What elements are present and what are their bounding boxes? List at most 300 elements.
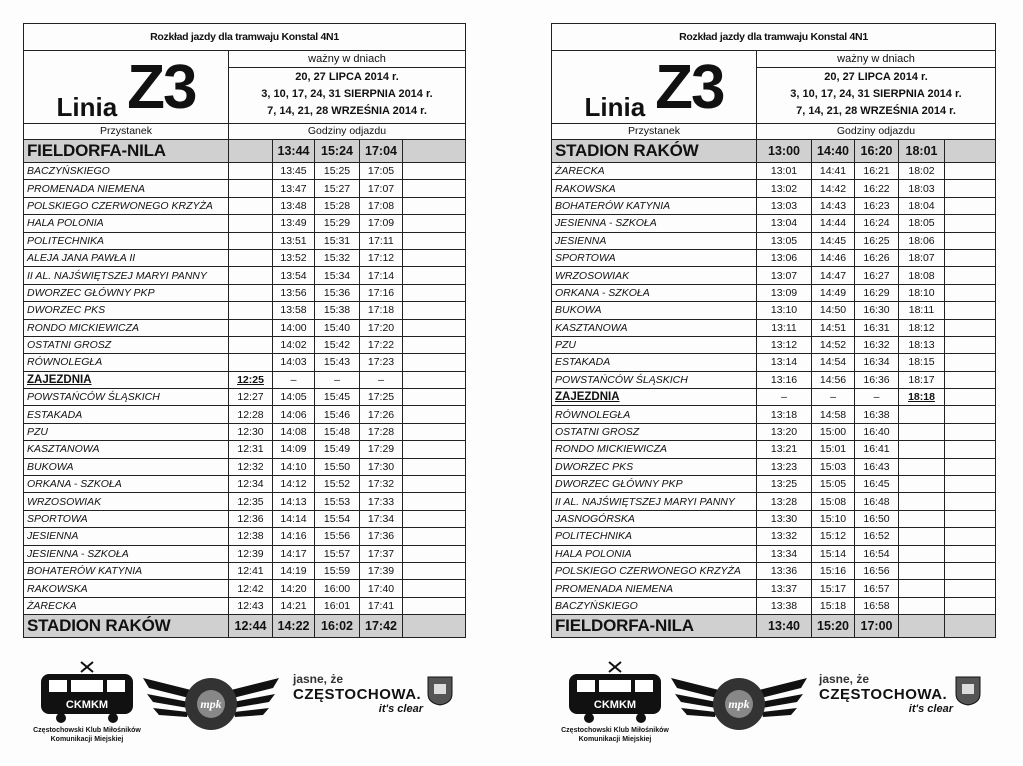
stop-name: POLITECHNIKA [552,528,757,545]
table-row [24,493,466,510]
departure-time: 13:16 [757,371,812,388]
departure-time: 15:08 [812,493,855,510]
departure-time [403,441,466,458]
departure-time: 13:37 [757,580,812,597]
departure-time: 16:34 [855,354,899,371]
departure-time: 14:43 [812,197,855,214]
stop-name: PROMENADA NIEMENA [552,580,757,597]
validity-block [229,51,466,124]
stop-name: PZU [552,336,757,353]
departure-time [403,336,466,353]
departure-time [403,232,466,249]
departure-time [403,458,466,475]
departure-time: 14:10 [273,458,315,475]
departure-time: 14:03 [273,354,315,371]
city-slogan: jasne, że CZĘSTOCHOWA. it's clear [293,672,423,715]
departure-time: 13:48 [273,197,315,214]
departure-time: 14:47 [812,267,855,284]
table-row [24,302,466,319]
departure-time: 14:14 [273,510,315,527]
table-row [24,319,466,336]
departure-time [945,354,996,371]
departure-time: 12:31 [229,441,273,458]
departure-time: 15:03 [812,458,855,475]
departure-time [229,232,273,249]
departure-time: 16:27 [855,267,899,284]
departure-time: 13:54 [273,267,315,284]
departure-time: 18:17 [899,371,945,388]
stop-name: BOHATERÓW KATYNIA [24,562,229,579]
departure-time: 14:54 [812,354,855,371]
table-row [552,423,996,440]
table-row [552,580,996,597]
departure-time [899,597,945,614]
departure-time: 18:11 [899,302,945,319]
stop-name: DWORZEC PKS [24,302,229,319]
departure-time: 17:11 [360,232,403,249]
stop-name: FIELDORFA-NILA [24,140,229,163]
table-row [24,180,466,197]
table-row [552,302,996,319]
departure-time [945,215,996,232]
departure-time: 12:34 [229,476,273,493]
departure-time [945,232,996,249]
tram-icon [565,660,665,724]
club-name: Częstochowski Klub Miłośników Komunikacji Miejskiej [33,727,141,743]
table-row [552,493,996,510]
table-row [552,597,996,614]
footer-right [551,660,1001,760]
departure-time: 14:17 [273,545,315,562]
departure-time [899,528,945,545]
departure-time [945,140,996,163]
departure-time [403,615,466,638]
page-title: Rozkład jazdy dla tramwaju Konstal 4N1 [552,24,996,51]
departure-time: 18:02 [899,163,945,180]
departure-time: 15:42 [315,336,360,353]
stop-name: WRZOSOWIAK [552,267,757,284]
departure-time [403,580,466,597]
table-row [552,354,996,371]
stop-name: WRZOSOWIAK [24,493,229,510]
departure-time: 18:12 [899,319,945,336]
departure-time [403,371,466,388]
departure-time: 15:01 [812,441,855,458]
departure-time [945,284,996,301]
departure-time [945,180,996,197]
departure-time: 16:36 [855,371,899,388]
departure-time: 15:14 [812,545,855,562]
departure-time: 13:40 [757,615,812,638]
city-crest-icon [427,676,453,706]
departure-time [945,476,996,493]
departure-time: 12:41 [229,562,273,579]
departure-time: 16:41 [855,441,899,458]
departure-time [403,493,466,510]
departure-time: 15:17 [812,580,855,597]
stop-name: DWORZEC GŁÓWNY PKP [24,284,229,301]
timetable-sheet-right [551,23,996,638]
departure-time: 17:42 [360,615,403,638]
stop-name: JASNOGÓRSKA [552,510,757,527]
table-row [24,406,466,423]
departure-time: 13:49 [273,215,315,232]
departure-time [945,510,996,527]
stop-name: JESIENNA [24,528,229,545]
departure-time: 13:23 [757,458,812,475]
departure-time: 12:28 [229,406,273,423]
column-header-stop: Przystanek [552,124,757,140]
club-logo-text: CKMKM [65,699,109,711]
departure-time: 15:34 [315,267,360,284]
departure-time: 15:32 [315,249,360,266]
departure-time: 15:52 [315,476,360,493]
departure-time [899,476,945,493]
departure-time [229,180,273,197]
departure-time: 14:20 [273,580,315,597]
departure-time: 18:03 [899,180,945,197]
stop-name: STADION RAKÓW [552,140,757,163]
stop-name: ZAJEZDNIA [552,389,757,406]
departure-time [945,319,996,336]
validity-date: 3, 10, 17, 24, 31 SIERPNIA 2014 r. [790,88,962,100]
departure-time: 17:16 [360,284,403,301]
departure-time [229,197,273,214]
departure-time: 12:38 [229,528,273,545]
departure-time [945,371,996,388]
departure-time [229,267,273,284]
departure-time [403,267,466,284]
departure-time [229,163,273,180]
departure-time: 16:45 [855,476,899,493]
departure-time: 13:44 [273,140,315,163]
departure-time [229,302,273,319]
stop-name: RONDO MICKIEWICZA [552,441,757,458]
departure-time [945,389,996,406]
timetable-table [551,23,996,638]
departure-time: 14:42 [812,180,855,197]
departure-time [229,354,273,371]
departure-time [403,249,466,266]
validity-date: 7, 14, 21, 28 WRZEŚNIA 2014 r. [796,105,956,117]
table-row [24,249,466,266]
departure-time [945,580,996,597]
departure-time: 14:52 [812,336,855,353]
departure-time [403,423,466,440]
departure-time [945,528,996,545]
departure-time: 13:32 [757,528,812,545]
departure-time: 13:34 [757,545,812,562]
table-row [552,284,996,301]
page-title: Rozkład jazdy dla tramwaju Konstal 4N1 [24,24,466,51]
departure-time: 16:54 [855,545,899,562]
tram-icon [37,660,137,724]
departure-time [945,615,996,638]
validity-header: ważny w dniach [757,51,995,68]
stop-name: JESIENNA - SZKOŁA [552,215,757,232]
departure-time: 12:36 [229,510,273,527]
departure-time [899,441,945,458]
departure-time [403,319,466,336]
stop-name: POLITECHNIKA [24,232,229,249]
stop-name: SPORTOWA [24,510,229,527]
departure-time [945,249,996,266]
departure-time: 14:46 [812,249,855,266]
departure-time [899,580,945,597]
table-row [24,197,466,214]
departure-time: 16:40 [855,423,899,440]
departure-time: – [360,371,403,388]
departure-time: 14:40 [812,140,855,163]
column-header-times: Godziny odjazdu [229,124,466,140]
departure-time: – [757,389,812,406]
departure-time: 16:23 [855,197,899,214]
stop-name: BACZYŃSKIEGO [24,163,229,180]
departure-time: 16:50 [855,510,899,527]
departure-time: 15:18 [812,597,855,614]
departure-time: 17:30 [360,458,403,475]
departure-time: 16:21 [855,163,899,180]
departure-time: 16:24 [855,215,899,232]
stop-name: STADION RAKÓW [24,615,229,638]
column-header-stop: Przystanek [24,124,229,140]
departure-time: 12:35 [229,493,273,510]
stop-name: ZAJEZDNIA [24,371,229,388]
departure-time [403,406,466,423]
departure-time: 17:37 [360,545,403,562]
departure-time: 14:21 [273,597,315,614]
departure-time: 16:02 [315,615,360,638]
departure-time: 12:44 [229,615,273,638]
departure-time: 14:16 [273,528,315,545]
departure-time: 16:43 [855,458,899,475]
departure-time: 14:08 [273,423,315,440]
departure-time: 17:14 [360,267,403,284]
table-row [552,562,996,579]
departure-time: 15:20 [812,615,855,638]
departure-time: 17:33 [360,493,403,510]
departure-time: 13:02 [757,180,812,197]
departure-time: 17:22 [360,336,403,353]
departure-time: 12:42 [229,580,273,597]
departure-time: 17:41 [360,597,403,614]
departure-time: 15:56 [315,528,360,545]
departure-time: 15:36 [315,284,360,301]
line-word: Linia [56,92,118,122]
departure-time: 15:45 [315,389,360,406]
departure-time [945,163,996,180]
table-row [552,319,996,336]
line-label [24,51,229,124]
stop-name: HALA POLONIA [24,215,229,232]
club-name: Częstochowski Klub Miłośników Komunikacji Miejskiej [561,727,669,743]
table-row [24,389,466,406]
departure-time: 16:52 [855,528,899,545]
departure-time: 12:27 [229,389,273,406]
depot-row [552,389,996,406]
departure-time: 14:44 [812,215,855,232]
departure-time: 15:38 [315,302,360,319]
stop-name: BUKOWA [24,458,229,475]
stop-name: KASZTANOWA [24,441,229,458]
departure-time: 17:28 [360,423,403,440]
footer-left [23,660,503,760]
departure-time: 13:38 [757,597,812,614]
stop-name: BUKOWA [552,302,757,319]
table-row [24,597,466,614]
departure-time: 13:58 [273,302,315,319]
departure-time: 16:22 [855,180,899,197]
departure-time: 15:27 [315,180,360,197]
departure-time [403,163,466,180]
mpk-winged-wheel-icon [141,664,281,744]
stop-name: ŻARECKA [24,597,229,614]
validity-date: 20, 27 LIPCA 2014 r. [824,71,928,83]
table-row [552,545,996,562]
table-row [552,528,996,545]
departure-time: 14:58 [812,406,855,423]
departure-time [945,302,996,319]
validity-date: 7, 14, 21, 28 WRZEŚNIA 2014 r. [267,105,427,117]
departure-time [403,545,466,562]
table-row [552,406,996,423]
departure-time: 13:21 [757,441,812,458]
validity-block [757,51,996,124]
table-row [24,476,466,493]
table-row [552,180,996,197]
column-header-times: Godziny odjazdu [757,124,996,140]
departure-time: 14:41 [812,163,855,180]
departure-time: 16:01 [315,597,360,614]
departure-time: 17:40 [360,580,403,597]
departure-time: 16:32 [855,336,899,353]
departure-time [899,458,945,475]
departure-time: 12:32 [229,458,273,475]
stop-name: JESIENNA - SZKOŁA [24,545,229,562]
departure-time: 17:07 [360,180,403,197]
table-row [552,476,996,493]
table-row [24,163,466,180]
stop-name: OSTATNI GROSZ [552,423,757,440]
table-row [24,267,466,284]
departure-time: 12:25 [229,371,273,388]
departure-time: 17:20 [360,319,403,336]
departure-time: 16:48 [855,493,899,510]
departure-time: 12:30 [229,423,273,440]
stop-name: PZU [24,423,229,440]
departure-time [229,319,273,336]
departure-time: 13:51 [273,232,315,249]
table-row [552,371,996,388]
departure-time: 15:12 [812,528,855,545]
departure-time: 15:10 [812,510,855,527]
departure-time: 18:04 [899,197,945,214]
departure-time: 17:23 [360,354,403,371]
departure-time: 14:05 [273,389,315,406]
departure-time: 15:00 [812,423,855,440]
departure-time [229,140,273,163]
departure-time: 14:49 [812,284,855,301]
departure-time: 16:26 [855,249,899,266]
departure-time: – [315,371,360,388]
departure-time [945,441,996,458]
departure-time [403,476,466,493]
stop-name: RAKOWSKA [24,580,229,597]
stop-name: RÓWNOLEGŁA [24,354,229,371]
table-row [552,215,996,232]
stop-name: BACZYŃSKIEGO [552,597,757,614]
departure-time: 17:08 [360,197,403,214]
table-row [552,441,996,458]
table-row [552,267,996,284]
departure-time [229,336,273,353]
departure-time: 14:22 [273,615,315,638]
departure-time [229,284,273,301]
city-slogan: jasne, że CZĘSTOCHOWA. it's clear [819,672,953,715]
departure-time [945,493,996,510]
departure-time: 13:52 [273,249,315,266]
departure-time: 14:50 [812,302,855,319]
terminus-row [552,615,996,638]
departure-time: 17:18 [360,302,403,319]
stop-name: ORKANA - SZKOŁA [24,476,229,493]
city-crest-icon [955,676,981,706]
stop-name: POWSTAŃCÓW ŚLĄSKICH [552,371,757,388]
departure-time: 15:40 [315,319,360,336]
stop-name: POWSTAŃCÓW ŚLĄSKICH [24,389,229,406]
departure-time [945,197,996,214]
departure-time: 14:51 [812,319,855,336]
departure-time: 15:24 [315,140,360,163]
table-row [552,336,996,353]
departure-time: 13:14 [757,354,812,371]
departure-time: 18:06 [899,232,945,249]
departure-time: 15:16 [812,562,855,579]
stop-name: II AL. NAJŚWIĘTSZEJ MARYI PANNY [552,493,757,510]
stop-name: RONDO MICKIEWICZA [24,319,229,336]
stop-name: RÓWNOLEGŁA [552,406,757,423]
departure-time: 14:06 [273,406,315,423]
departure-time: 17:05 [360,163,403,180]
departure-time [403,528,466,545]
departure-time: – [855,389,899,406]
terminus-row [24,615,466,638]
departure-time [945,406,996,423]
departure-time: 13:56 [273,284,315,301]
departure-time: 13:45 [273,163,315,180]
departure-time: 16:58 [855,597,899,614]
departure-time [899,545,945,562]
departure-time: 14:56 [812,371,855,388]
departure-time: 17:00 [855,615,899,638]
stop-name: HALA POLONIA [552,545,757,562]
departure-time [403,597,466,614]
stop-name: BOHATERÓW KATYNIA [552,197,757,214]
departure-time [945,336,996,353]
departure-time: 14:12 [273,476,315,493]
departure-time: 17:29 [360,441,403,458]
stop-name: DWORZEC GŁÓWNY PKP [552,476,757,493]
departure-time: 13:12 [757,336,812,353]
departure-time: 16:25 [855,232,899,249]
line-label [552,51,757,124]
validity-date: 20, 27 LIPCA 2014 r. [295,71,399,83]
departure-time: 12:43 [229,597,273,614]
departure-time: 15:49 [315,441,360,458]
departure-time: 16:31 [855,319,899,336]
departure-time: 15:43 [315,354,360,371]
departure-time: 14:19 [273,562,315,579]
